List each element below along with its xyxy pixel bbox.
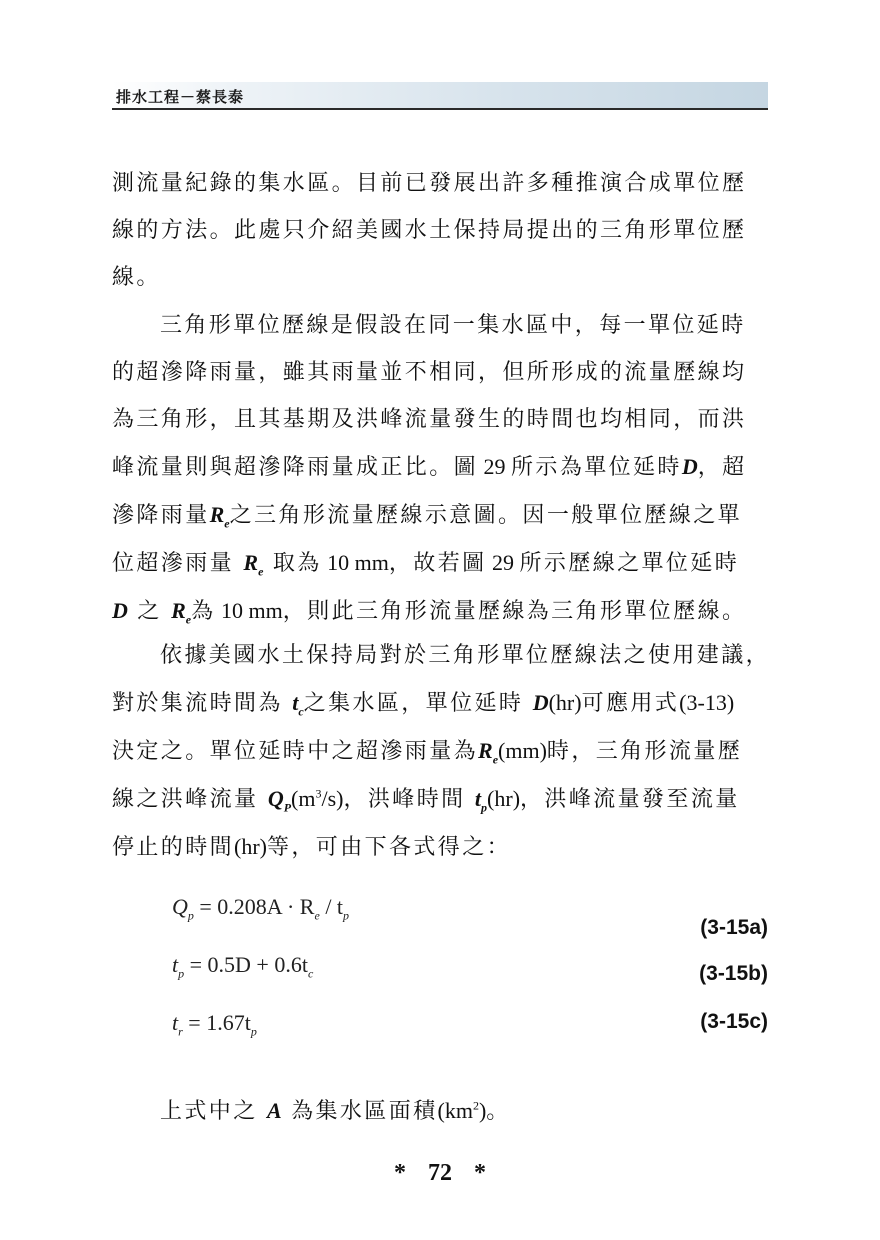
subscript: p (481, 800, 488, 815)
text-span: ，故若圖 (388, 551, 487, 576)
unit: (km (437, 1098, 473, 1123)
unit: (hr) (548, 690, 582, 715)
paragraph-4 (112, 1087, 768, 1135)
subscript: c (298, 704, 304, 719)
equation-subscript: p (250, 1024, 257, 1039)
page-number: 72 (428, 1160, 452, 1186)
text-line (112, 443, 768, 491)
equation-subscript: p (187, 908, 194, 923)
subscript: e (258, 564, 264, 579)
text-span: 上式中之 (160, 1099, 258, 1124)
equation-variable: t (172, 952, 179, 977)
text-line (112, 587, 768, 635)
text-span: 時，三角形流量歷 (546, 739, 743, 764)
variable: t (474, 786, 482, 811)
text-line: 線的方法。此處只介紹美國水土保持局提出的三角形單位歷 (112, 218, 747, 243)
subscript: e (185, 612, 192, 627)
text-span: 之 (137, 599, 162, 624)
text-span: 所示為單位延時 (511, 455, 682, 480)
equation-label: (3-15c) (700, 1010, 768, 1033)
variable: D (681, 454, 698, 479)
subscript: e (224, 516, 230, 531)
text-line: 線。 (112, 265, 161, 290)
equation-variable: t (172, 1010, 179, 1035)
text-line (112, 539, 768, 587)
text-span: 位超滲雨量 (112, 551, 235, 576)
unit: ) (478, 1098, 487, 1123)
text-line (112, 823, 768, 871)
superscript: 2 (472, 1098, 479, 1113)
text-line: 三角形單位歷線是假設在同一集水區中，每一單位延時 (160, 313, 746, 338)
variable: Q (267, 786, 284, 811)
equation-rhs: = 1.67t (182, 1010, 251, 1035)
text-span: 之集水區，單位延時 (303, 691, 524, 716)
text-line (112, 1087, 768, 1135)
paragraph-3 (112, 632, 771, 871)
unit: (hr) (487, 786, 521, 811)
text-span: 決定之。單位延時中之超滲雨量為 (112, 739, 479, 764)
text-line (112, 491, 768, 539)
text-span: 峰流量則與超滲降雨量成正比。圖 (112, 455, 479, 480)
equation-subscript: c (307, 966, 314, 981)
variable: D (112, 598, 128, 623)
variable: R (171, 598, 186, 623)
text-span: 滲降雨量 (112, 503, 210, 528)
text-span: 可應用式 (581, 691, 680, 716)
unit: (mm) (498, 738, 547, 763)
page-footer (0, 1160, 880, 1187)
text-line (112, 775, 768, 823)
variable: A (267, 1098, 282, 1123)
text-line (112, 679, 768, 727)
text-span: ，則此三角形流量歷線為三角形單位歷線。 (282, 599, 747, 624)
text-span: 。 (486, 1099, 511, 1124)
equation-rhs: / t (319, 894, 344, 919)
variable: R (243, 550, 259, 575)
text-line: 的超滲降雨量，雖其雨量並不相同，但所形成的流量歷線均 (112, 360, 747, 385)
header-rule (112, 108, 768, 110)
unit: (hr) (234, 834, 267, 859)
equation-subscript: p (178, 966, 185, 981)
figure-number: 29 (486, 550, 520, 575)
variable: t (292, 690, 299, 715)
footer-star: * (394, 1160, 406, 1186)
quantity: 10 mm (321, 550, 389, 575)
equation-label: (3-15b) (699, 962, 768, 985)
equation-label: (3-15a) (700, 916, 768, 939)
text-line: 測流量紀錄的集水區。目前已發展出許多種推演合成單位歷 (112, 171, 747, 196)
text-span: ，洪峰時間 (343, 787, 466, 812)
variable: R (209, 502, 225, 527)
subscript: P (283, 800, 292, 815)
unit: /s) (321, 786, 344, 811)
text-span: 所示歷線之單位延時 (519, 551, 740, 576)
text-span: 之三角形流量歷線示意圖。因一般單位歷線之單 (229, 503, 743, 528)
text-span: 停止的時間 (112, 835, 235, 860)
equation-3-15a (172, 894, 350, 923)
text-line: 為三角形，且其基期及洪峰流量發生的時間也均相同，而洪 (112, 407, 747, 432)
equation-subscript: p (343, 908, 350, 923)
text-line: 依據美國水土保持局對於三角形單位歷線法之使用建議， (160, 643, 771, 668)
text-span: 等，可由下各式得之： (267, 835, 512, 860)
variable: R (478, 738, 493, 763)
equation-subscript: e (314, 908, 320, 923)
equation-rhs: = 0.5D + 0.6t (184, 952, 308, 977)
paragraph-2 (112, 302, 768, 635)
text-line (112, 727, 768, 775)
equation-variable: Q (172, 894, 188, 919)
text-span: ，洪峰流量發至流量 (520, 787, 740, 812)
subscript: e (492, 752, 499, 767)
equation-rhs: = 0.208A · R (193, 894, 315, 919)
unit: (m (291, 786, 316, 811)
equation-3-15b (172, 952, 314, 981)
paragraph-1 (112, 160, 768, 301)
variable: D (532, 690, 549, 715)
footer-star: * (474, 1160, 486, 1186)
equation-subscript: r (178, 1024, 183, 1039)
equation-3-15c (172, 1010, 257, 1039)
superscript: 3 (315, 786, 322, 801)
quantity: 10 mm (215, 598, 283, 623)
text-span: 線之洪峰流量 (112, 787, 259, 812)
figure-number: 29 (478, 454, 512, 479)
text-span: 為集水區面積 (291, 1099, 438, 1124)
equation-reference: (3-13) (679, 690, 735, 715)
text-span: ，超 (697, 455, 747, 480)
text-span: 取為 (272, 551, 322, 576)
running-header-title: 排水工程－蔡長泰 (116, 88, 245, 106)
text-span: 對於集流時間為 (112, 691, 283, 716)
text-span: 為 (191, 599, 216, 624)
